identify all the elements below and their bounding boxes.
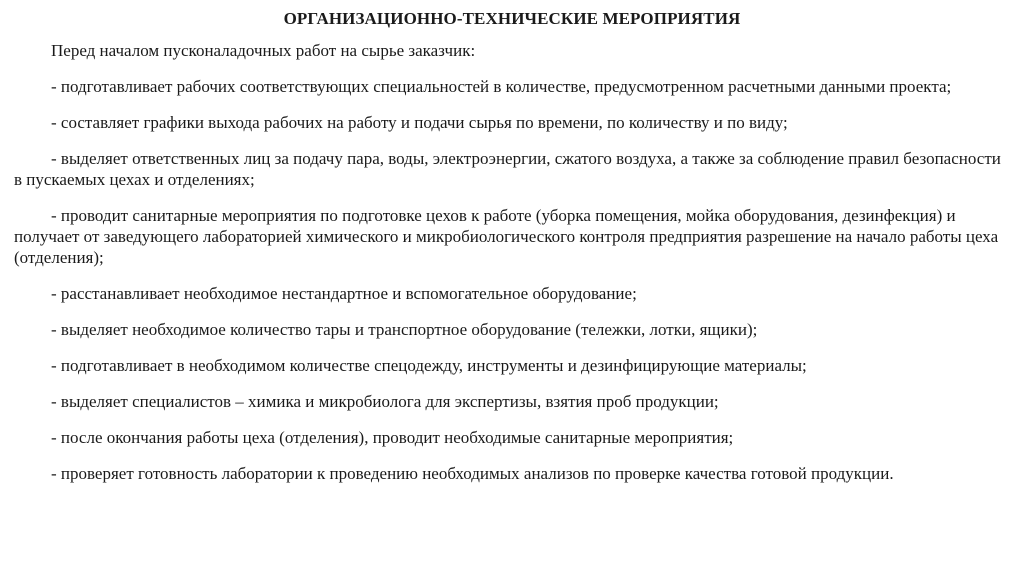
list-item: - подготавливает рабочих соответствующих специальностей в количестве, предусмотренном расчетными данными проекта;: [51, 77, 952, 96]
list-item: - проводит санитарные мероприятия по подготовке цехов к работе (уборка помещения, мойка оборудования, дезинфекция) и получает от заведующего лабораторией химического и микробиологического контроля предприятия разрешение на начало работы цеха (отделения);: [14, 206, 999, 267]
requirements-list: [14, 76, 1010, 484]
list-item: - подготавливает в необходимом количестве спецодежду, инструменты и дезинфицирующие материалы;: [51, 356, 807, 375]
intro-paragraph: Перед началом пусконаладочных работ на сырье заказчик:: [51, 41, 476, 60]
page-title: ОРГАНИЗАЦИОННО-ТЕХНИЧЕСКИЕ МЕРОПРИЯТИЯ: [283, 9, 741, 28]
list-item: - проверяет готовность лаборатории к проведению необходимых анализов по проверке качества готовой продукции.: [51, 464, 894, 483]
list-item: - выделяет специалистов – химика и микробиолога для экспертизы, взятия проб продукции;: [51, 392, 719, 411]
list-item: - расстанавливает необходимое нестандартное и вспомогательное оборудование;: [51, 284, 637, 303]
list-item: - выделяет ответственных лиц за подачу пара, воды, электроэнергии, сжатого воздуха, а также за соблюдение правил безопасности в пускаемых цехах и отделениях;: [14, 149, 1001, 189]
list-item: - выделяет необходимое количество тары и транспортное оборудование (тележки, лотки, ящики);: [51, 320, 758, 339]
list-item: - после окончания работы цеха (отделения), проводит необходимые санитарные мероприятия;: [51, 428, 734, 447]
list-item: - составляет графики выхода рабочих на работу и подачи сырья по времени, по количеству и по виду;: [51, 113, 788, 132]
